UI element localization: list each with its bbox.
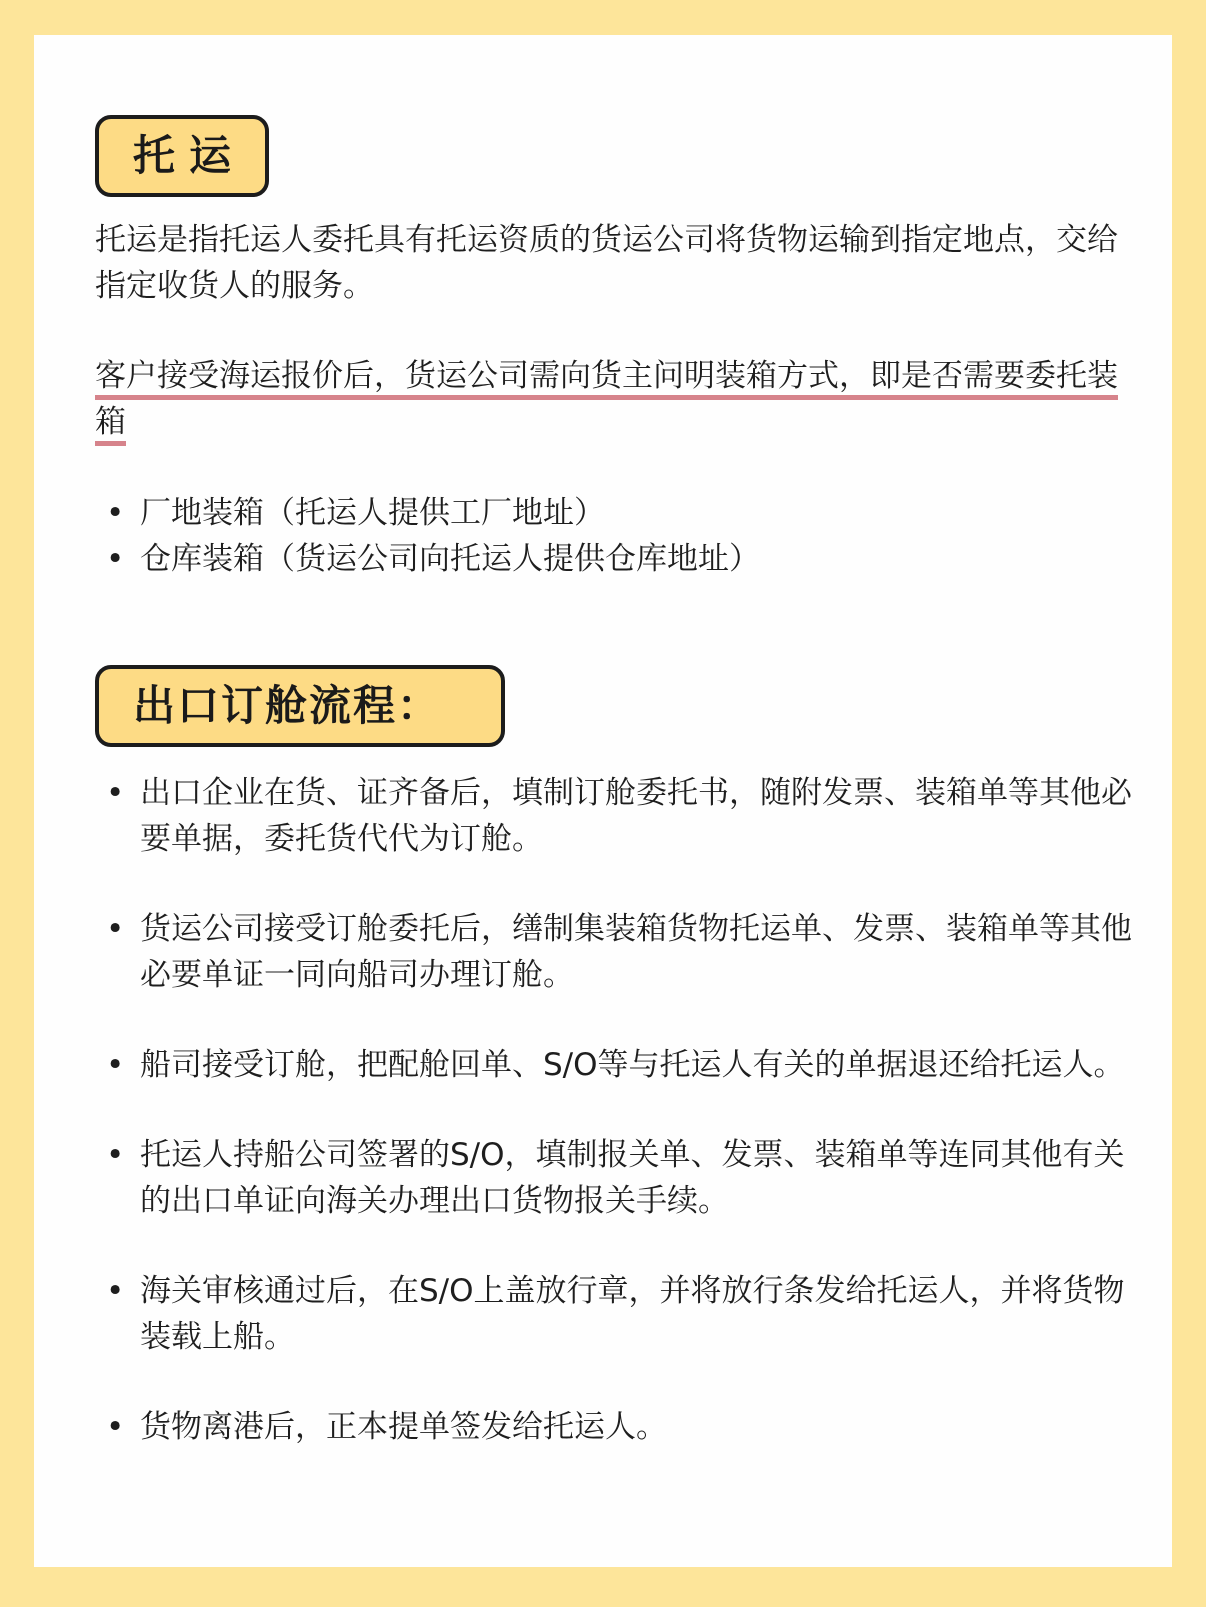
list-item-text: 货物离港后，正本提单签发给托运人。 [140,1409,667,1445]
list-item [106,1404,1138,1450]
list-item [106,906,1138,998]
list-item [106,490,1138,536]
list-item [106,770,1138,862]
bullet-icon: • [106,495,125,531]
bullet-icon: • [106,911,125,947]
list-item [106,536,1138,582]
bullet-icon: • [106,1047,125,1083]
section-heading-consignment [95,115,269,197]
list-item [106,1268,1138,1360]
list-item-text: 海关审核通过后，在S/O上盖放行章，并将放行条发给托运人，并将货物装载上船。 [140,1273,1125,1355]
bullet-icon: • [106,1409,125,1445]
content-card [34,35,1172,1567]
bullet-icon: • [106,541,125,577]
packing-options-list [106,490,1138,582]
section-heading-booking-process [95,665,505,747]
bullet-icon: • [106,1137,125,1173]
list-item-text: 出口企业在货、证齐备后，填制订舱委托书，随附发票、装箱单等其他必要单据，委托货代代为订舱。 [140,775,1132,857]
section-heading-text: 托运 [133,131,246,180]
bullet-icon: • [106,775,125,811]
highlight-paragraph [95,353,1127,445]
list-item [106,1042,1138,1088]
list-item-text: 货运公司接受订舱委托后，缮制集装箱货物托运单、发票、装箱单等其他必要单证一同向船司办理订舱。 [140,911,1132,993]
list-item-text: 厂地装箱（托运人提供工厂地址） [140,495,605,531]
booking-steps-list [106,770,1138,1494]
list-item-text: 仓库装箱（货运公司向托运人提供仓库地址） [140,541,760,577]
definition-paragraph: 托运是指托运人委托具有托运资质的货运公司将货物运输到指定地点，交给指定收货人的服务。 [95,222,1118,304]
highlighted-text: 客户接受海运报价后，货运公司需向货主问明装箱方式，即是否需要委托装箱 [95,358,1118,446]
list-item-text: 船司接受订舱，把配舱回单、S/O等与托运人有关的单据退还给托运人。 [140,1047,1125,1083]
list-item [106,1132,1138,1224]
list-item-text: 托运人持船公司签署的S/O，填制报关单、发票、装箱单等连同其他有关的出口单证向海关办理出口货物报关手续。 [140,1137,1125,1219]
bullet-icon: • [106,1273,125,1309]
section-heading-text: 出口订舱流程： [133,681,442,730]
